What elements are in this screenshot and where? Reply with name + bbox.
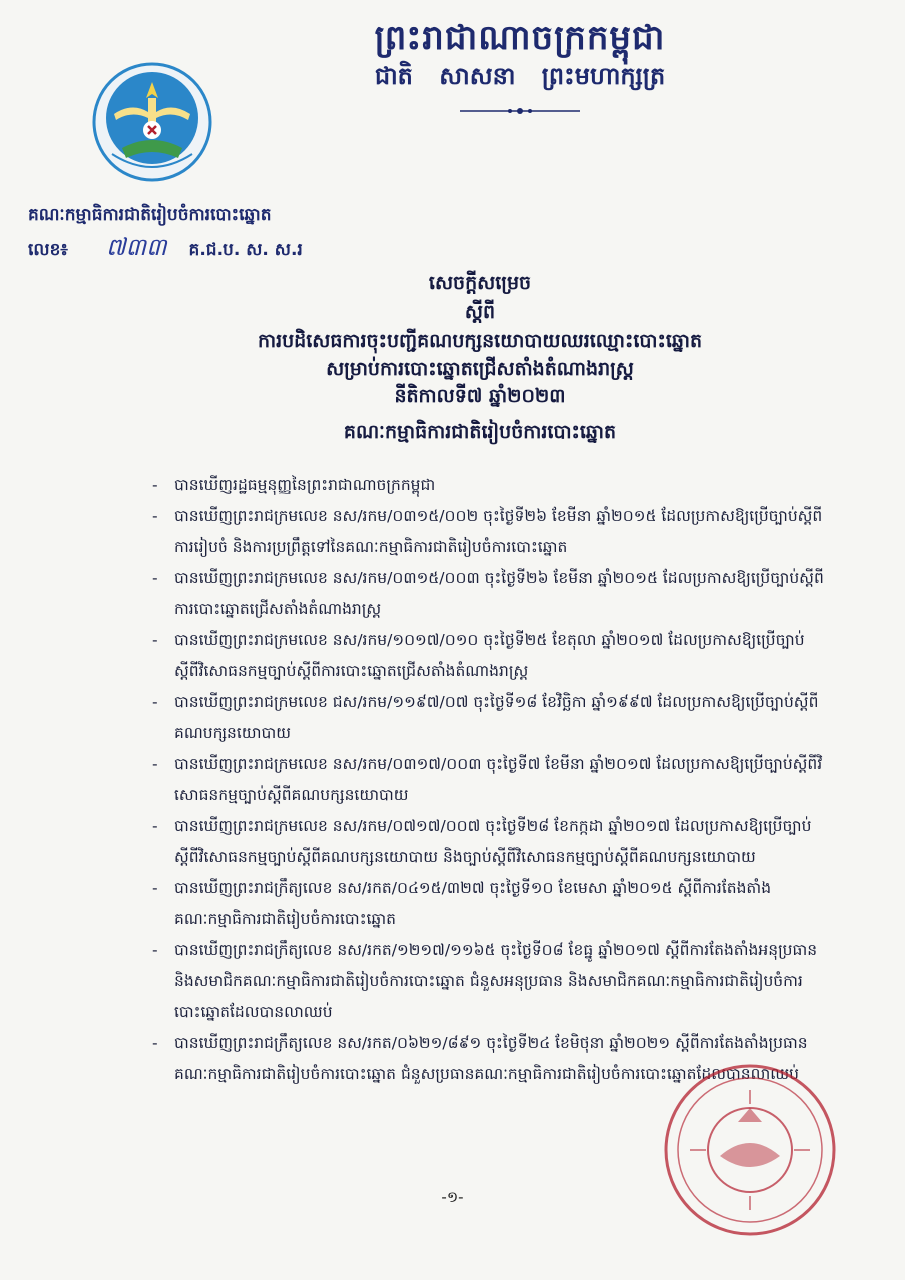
national-motto: ជាតិ សាសនា ព្រះមហាក្សត្រ — [374, 60, 666, 90]
list-item: - បានឃើញព្រះរាជក្រមលេខ នស/រកម/០៧១៧/០០៧ ចុះថ្ងៃទី២៨ ខែកក្កដា ឆ្នាំ២០១៧ ដែលប្រកាសឱ្យប្រើច្បាប់ស្ដីពីវិសោធនកម្មច្បាប់ស្ដីពីគណបក្សនយោបាយ និងច្បាប់ស្ដីពីវិសោធនកម្មច្បាប់ស្ដីពីគណបក្សនយោបាយ — [152, 817, 812, 866]
ornament-divider-icon — [460, 106, 580, 116]
official-seal-icon — [660, 1060, 840, 1240]
issuing-organization: គណៈកម្មាធិការជាតិរៀបចំការបោះឆ្នោត — [28, 205, 272, 225]
reference-number: ៧៣៣ — [105, 233, 167, 261]
subject-line-2: សម្រាប់ការបោះឆ្នោតជ្រើសតាំងតំណាងរាស្ត្រ — [326, 358, 634, 380]
subject-line-3: នីតិកាលទី៧ ឆ្នាំ២០២៣ — [394, 385, 566, 407]
list-item: - បានឃើញព្រះរាជក្រឹត្យលេខ នស/រកត/១២១៧/១១៦៥ ចុះថ្ងៃទី០៨ ខែធ្នូ ឆ្នាំ២០១៧ ស្ដីពីការតែងតាំងអនុប្រធាន និងសមាជិកគណៈកម្មាធិការជាតិរៀបចំការបោះឆ្នោត ជំនួសអនុប្រធាន និងសមាជិកគណៈកម្មាធិការជាតិរៀបចំការបោះឆ្នោតដែលបានលាឈប់ — [152, 941, 818, 1021]
list-item: - បានឃើញរដ្ឋធម្មនុញ្ញនៃព្រះរាជាណាចក្រកម្ពុជា — [152, 476, 436, 494]
page-number: -១- — [441, 1188, 464, 1206]
nec-logo-icon — [92, 62, 212, 182]
list-item: - បានឃើញព្រះរាជក្រឹត្យលេខ នស/រកត/០៤១៥/៣២៧ ចុះថ្ងៃទី១០ ខែមេសា ឆ្នាំ២០១៥ ស្ដីពីការតែងតាំងគណៈកម្មាធិការជាតិរៀបចំការបោះឆ្នោត — [152, 879, 772, 928]
list-item: - បានឃើញព្រះរាជក្រមលេខ នស/រកម/០៣១៥/០០៣ ចុះថ្ងៃទី២៦ ខែមីនា ឆ្នាំ២០១៥ ដែលប្រកាសឱ្យប្រើច្បាប់ស្ដីពីការបោះឆ្នោតជ្រើសតាំងតំណាងរាស្ត្រ — [152, 569, 824, 618]
subject-line-1: ការបដិសេធការចុះបញ្ជីគណបក្សនយោបាយឈរឈ្មោះបោះឆ្នោត — [257, 330, 702, 352]
subject-label: ស្ដីពី — [464, 301, 496, 323]
decision-title: សេចក្ដីសម្រេច — [428, 272, 532, 294]
list-item: - បានឃើញព្រះរាជក្រឹត្យលេខ នស/រកត/០៦២១/៨៩១ ចុះថ្ងៃទី២៤ ខែមិថុនា ឆ្នាំ២០២១ ស្ដីពីការតែងតាំងប្រធានគណៈកម្មាធិការជាតិរៀបចំការបោះឆ្នោត ជំនួសប្រធានគណៈកម្មាធិការជាតិរៀបចំការបោះឆ្នោតដែលបានលាឈប់ — [152, 1034, 808, 1083]
list-item: - បានឃើញព្រះរាជក្រមលេខ ជស/រកម/១១៩៧/០៧ ចុះថ្ងៃទី១៨ ខែវិច្ឆិកា ឆ្នាំ១៩៩៧ ដែលប្រកាសឱ្យប្រើច្បាប់ស្ដីពីគណបក្សនយោបាយ — [152, 693, 819, 742]
document-header — [300, 18, 740, 120]
reference-code: គ.ជ.ប. ស. ស.រ — [188, 240, 303, 260]
kingdom-title: ព្រះរាជាណាចក្រកម្ពុជា — [374, 18, 666, 58]
reference-line — [28, 232, 303, 267]
list-item: - បានឃើញព្រះរាជក្រមលេខ នស/រកម/០៣១៥/០០២ ចុះថ្ងៃទី២៦ ខែមីនា ឆ្នាំ២០១៥ ដែលប្រកាសឱ្យប្រើច្បាប់ស្ដីពីការរៀបចំ និងការប្រព្រឹត្តទៅនៃគណៈកម្មាធិការជាតិរៀបចំការបោះឆ្នោត — [152, 507, 823, 556]
legal-basis-list — [152, 470, 832, 1090]
list-item: - បានឃើញព្រះរាជក្រមលេខ នស/រកម/០៣១៧/០០៣ ចុះថ្ងៃទី៧ ខែមីនា ឆ្នាំ២០១៧ ដែលប្រកាសឱ្យប្រើច្បាប់ស្ដីពីវិសោធនកម្មច្បាប់ស្ដីពីគណបក្សនយោបាយ — [152, 755, 823, 804]
decision-title-block — [150, 268, 810, 450]
authority-heading: គណៈកម្មាធិការជាតិរៀបចំការបោះឆ្នោត — [343, 421, 617, 443]
list-item: - បានឃើញព្រះរាជក្រមលេខ នស/រកម/១០១៧/០១០ ចុះថ្ងៃទី២៥ ខែតុលា ឆ្នាំ២០១៧ ដែលប្រកាសឱ្យប្រើច្បាប់ស្ដីពីវិសោធនកម្មច្បាប់ស្ដីពីការបោះឆ្នោតជ្រើសតាំងតំណាងរាស្ត្រ — [152, 631, 805, 680]
reference-label: លេខ៖ — [28, 240, 68, 260]
